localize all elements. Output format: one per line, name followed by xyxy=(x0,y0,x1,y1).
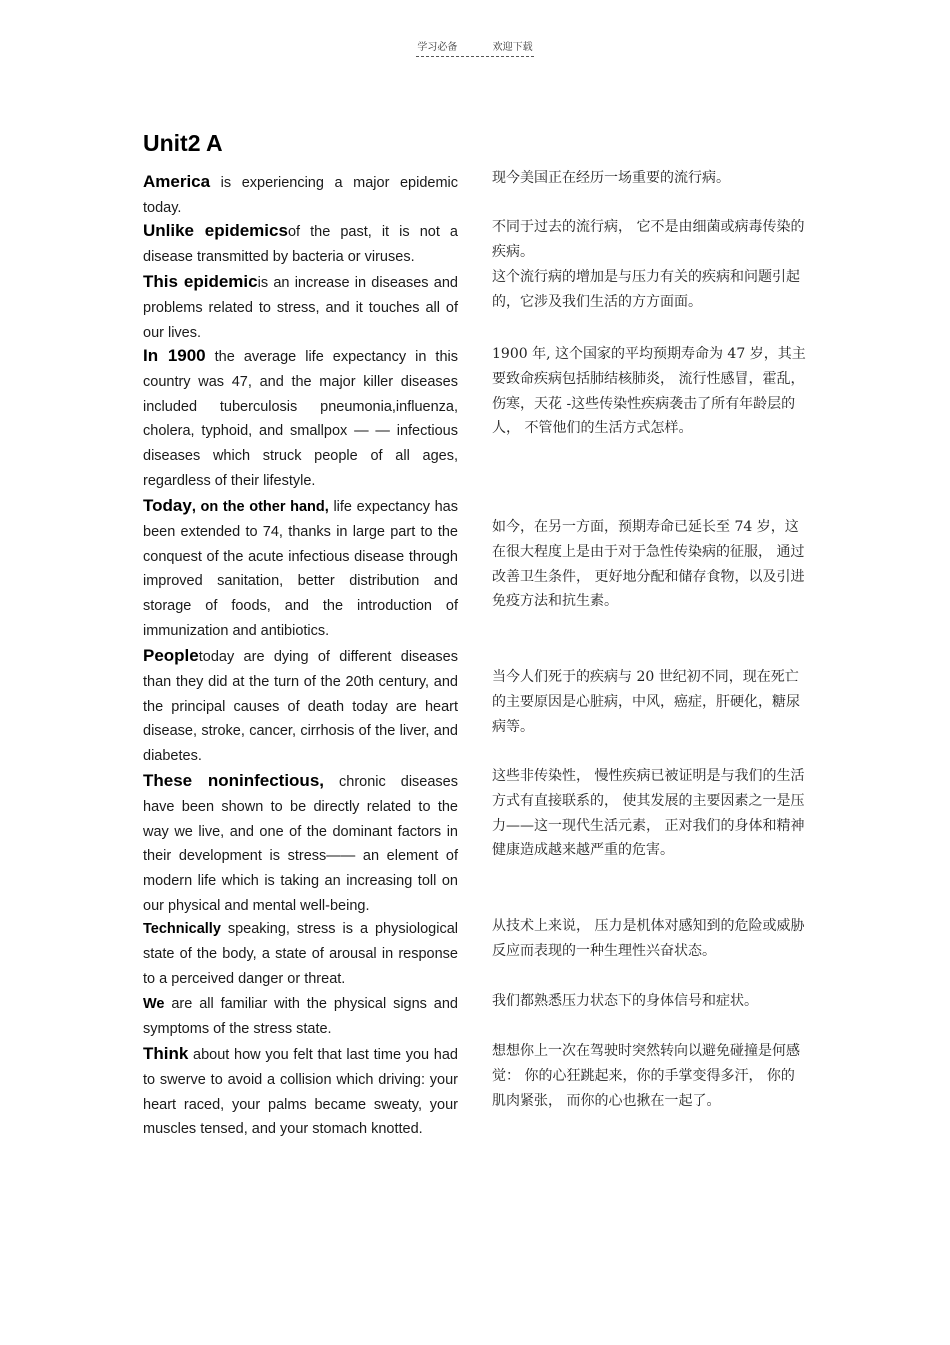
paragraph-text: of the past, it is not a disease transmitted by bacteria or viruses. xyxy=(143,224,458,265)
chinese-paragraph-6: 当今人们死于的疾病与 20 世纪初不同，现在死亡的主要原因是心脏病，中风，癌症，肝硬化，糖尿病等。 xyxy=(492,669,800,735)
english-paragraph-9 xyxy=(143,992,458,1042)
paragraph-text: today are dying of different diseases than they did at the turn of the 20th century, and the principal causes of death today are heart disease, stroke, cancer, cirrhosis of the liver, and diabetes. xyxy=(143,649,458,765)
paragraph-lead: Technically xyxy=(143,921,221,937)
chinese-paragraph-3: 这个流行病的增加是与压力有关的疾病和问题引起的，它涉及我们生活的方方面面。 xyxy=(492,269,800,310)
header-left-text: 学习必备 xyxy=(417,42,458,53)
chinese-paragraph-2: 不同于过去的流行病， 它不是由细菌或病毒传染的疾病。 xyxy=(492,219,805,260)
paragraph-lead: In 1900 xyxy=(143,346,206,365)
paragraph-text: chronic diseases have been shown to be directly related to the way we live, and one of the dominant factors in their development is stress—— an element of modern life which is taking an increasing toll on our physical and mental well-being. xyxy=(143,774,458,914)
paragraph-text: is an increase in diseases and problems related to stress, and it touches all of our lives. xyxy=(143,275,458,341)
chinese-paragraph-8: 从技术上来说， 压力是机体对感知到的危险或威胁反应而表现的一种生理性兴奋状态。 xyxy=(492,918,805,959)
paragraph-text: the average life expectancy in this country was 47, and the major killer diseases included tuberculosis pneumonia,influenza, cholera, typhoid, and smallpox — — infectious diseases which struck people of all ages, regardless of their lifestyle. xyxy=(143,349,458,489)
header-right-text: 欢迎下载 xyxy=(492,42,533,53)
english-paragraph-7 xyxy=(143,769,458,919)
english-paragraph-4 xyxy=(143,344,458,494)
paragraph-text: is experiencing a major epidemic today. xyxy=(143,175,458,216)
english-paragraph-1 xyxy=(143,170,458,221)
chinese-paragraph-9: 我们都熟悉压力状态下的身体信号和症状。 xyxy=(492,993,758,1009)
page-title: Unit2 A xyxy=(143,130,223,156)
chinese-paragraph-7: 这些非传染性， 慢性疾病已被证明是与我们的生活方式有直接联系的， 使其发展的主要因素之一是压力——这一现代生活元素， 正对我们的身体和精神健康造成越来越严重的危害。 xyxy=(492,768,805,859)
paragraph-lead: These noninfectious, xyxy=(143,771,324,790)
page-header xyxy=(0,38,950,57)
chinese-paragraph-5: 如今，在另一方面，预期寿命已延长至 74 岁，这在很大程度上是由于对于急性传染病的征服， 通过改善卫生条件， 更好地分配和储存食物，以及引进免疫方法和抗生素。 xyxy=(492,519,805,610)
paragraph-lead: America xyxy=(143,172,211,191)
paragraph-lead: We xyxy=(143,996,165,1012)
header-divider xyxy=(416,56,534,57)
english-paragraph-2 xyxy=(143,219,458,270)
chinese-paragraph-4: 1900 年, 这个国家的平均预期寿命为 47 岁，其主要致命疾病包括肺结核肺炎， 流行性感冒，霍乱，伤寒，天花 -这些传染性疾病袭击了所有年龄层的人， 不管他们的生活方式怎样。 xyxy=(492,346,806,437)
paragraph-lead: This epidemic xyxy=(143,272,258,291)
chinese-paragraph-10: 想想你上一次在驾驶时突然转向以避免碰撞是何感觉： 你的心狂跳起来，你的手掌变得多汗， 你的肌肉紧张， 而你的心也揪在一起了。 xyxy=(492,1043,800,1109)
english-paragraph-5 xyxy=(143,494,458,644)
english-paragraph-8 xyxy=(143,917,458,991)
chinese-paragraph-1: 现今美国正在经历一场重要的流行病。 xyxy=(492,170,730,186)
english-paragraph-3 xyxy=(143,270,458,345)
english-paragraph-6 xyxy=(143,644,458,769)
paragraph-text: about how you felt that last time you had to swerve to avoid a collision which driving: your heart raced, your palms became sweaty, your muscles tensed, and your stomach knotted. xyxy=(143,1047,458,1138)
english-paragraph-10 xyxy=(143,1042,458,1142)
paragraph-text: speaking, stress is a physiological state of the body, a state of arousal in response to a perceived danger or threat. xyxy=(143,921,458,987)
paragraph-text: life expectancy has been extended to 74, thanks in large part to the conquest of the acute infectious disease through improved sanitation, better distribution and storage of foods, and the introduction of immunization and antibiotics. xyxy=(143,499,458,639)
paragraph-text: are all familiar with the physical signs and symptoms of the stress state. xyxy=(143,996,458,1037)
paragraph-lead: Unlike epidemics xyxy=(143,221,288,240)
paragraph-lead: Today xyxy=(143,496,192,515)
paragraph-lead: People xyxy=(143,646,199,665)
paragraph-lead: Think xyxy=(143,1044,189,1063)
paragraph-lead-secondary: , on the other hand, xyxy=(191,499,329,515)
